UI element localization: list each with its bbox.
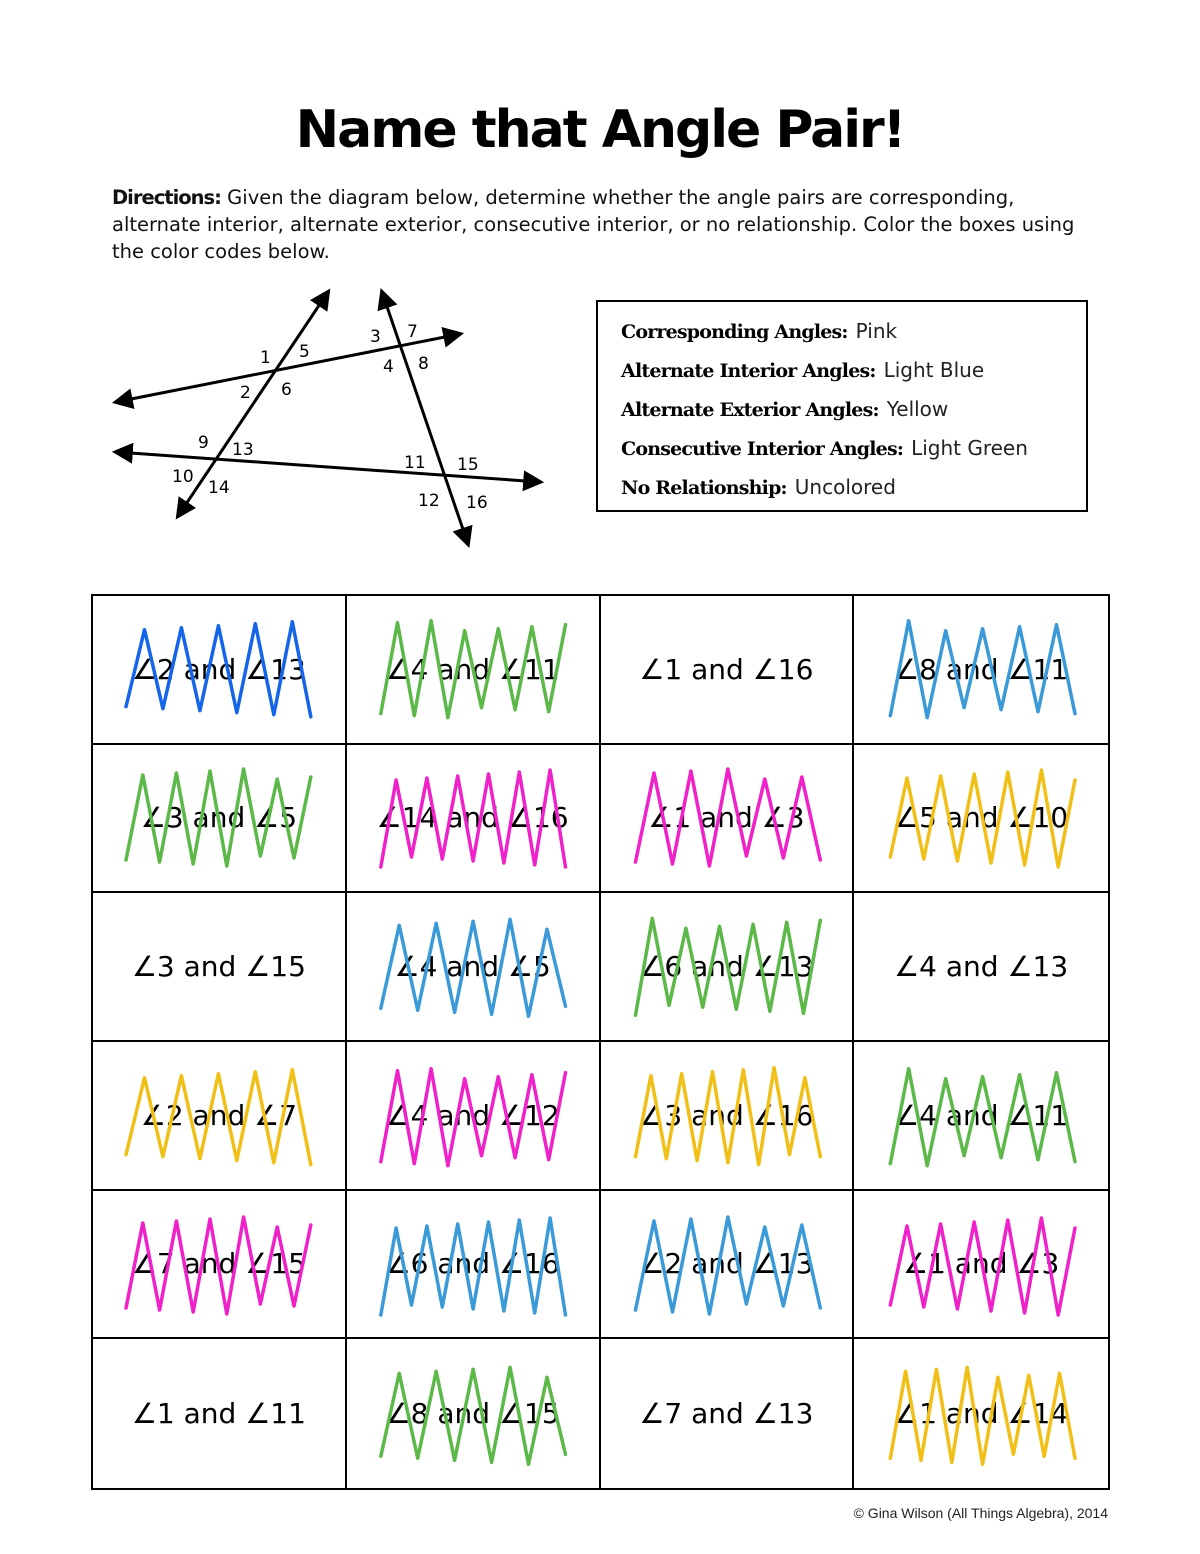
legend-name: Alternate Interior Angles: [621, 360, 876, 382]
legend-row [621, 390, 1086, 429]
angle-pair-cell[interactable]: ∠8 and ∠11 [854, 596, 1108, 745]
angle-label: 12 [418, 491, 440, 511]
angle-label: 3 [370, 327, 381, 347]
angle-pair-cell[interactable]: ∠3 and ∠15 [93, 893, 347, 1042]
angle-pair-cell[interactable]: ∠4 and ∠12 [347, 1042, 601, 1191]
angle-pair-cell[interactable]: ∠5 and ∠10 [854, 745, 1108, 894]
color-code-legend [596, 300, 1088, 512]
angle-pair-cell[interactable]: ∠1 and ∠14 [894, 1397, 1069, 1431]
angle-diagram [100, 280, 560, 550]
angle-pair-cell[interactable]: ∠4 and ∠11 [854, 1042, 1108, 1191]
angle-pair-cell[interactable]: ∠2 and ∠13 [601, 1191, 855, 1340]
angle-pair-cell[interactable]: ∠1 and ∠11 [93, 1339, 347, 1488]
angle-pair-grid [91, 594, 1110, 1490]
angle-pair-cell[interactable]: ∠4 and ∠11 [347, 596, 601, 745]
angle-label: 7 [407, 322, 418, 342]
angle-pair-cell[interactable]: ∠1 and ∠3 [601, 745, 855, 894]
angle-label: 8 [418, 354, 429, 374]
angle-pair-cell[interactable]: ∠1 and ∠3 [854, 1191, 1108, 1340]
copyright-footer: © Gina Wilson (All Things Algebra), 2014 [853, 1505, 1108, 1521]
legend-color: Light Blue [883, 358, 985, 382]
angle-label: 4 [383, 357, 394, 377]
directions-label: Directions: [112, 186, 221, 209]
angle-label: 16 [466, 493, 488, 513]
legend-name: Consecutive Interior Angles: [621, 438, 904, 460]
left-transversal [178, 292, 328, 516]
angle-label: 11 [404, 453, 426, 473]
angle-label: 2 [240, 383, 251, 403]
angle-pair-cell[interactable]: ∠6 and ∠16 [347, 1191, 601, 1340]
angle-label: 14 [208, 478, 230, 498]
angle-label: 10 [172, 467, 194, 487]
angle-label: 5 [299, 342, 310, 362]
angle-label: 15 [457, 455, 479, 475]
angle-pair-cell[interactable]: ∠1 and ∠16 [601, 596, 855, 745]
angle-pair-cell[interactable]: ∠14 and ∠16 [347, 745, 601, 894]
angle-label: 9 [198, 433, 209, 453]
angle-pair-cell[interactable]: ∠8 and ∠15 [347, 1339, 601, 1488]
angle-label: 13 [232, 440, 254, 460]
angle-pair-cell[interactable]: ∠4 and ∠13 [854, 893, 1108, 1042]
legend-name: Corresponding Angles: [621, 321, 848, 343]
angle-pair-cell[interactable]: ∠3 and ∠5 [93, 745, 347, 894]
page-title: Name that Angle Pair! [295, 100, 905, 160]
legend-color: Yellow [886, 397, 949, 421]
directions [112, 184, 1102, 265]
legend-row [621, 312, 1086, 351]
angle-pair-cell[interactable]: ∠7 and ∠13 [601, 1339, 855, 1488]
angle-pair-cell[interactable]: ∠2 and ∠7 [93, 1042, 347, 1191]
legend-row [621, 351, 1086, 390]
angle-pair-cell[interactable]: ∠4 and ∠5 [347, 893, 601, 1042]
angle-label: 6 [281, 380, 292, 400]
legend-color: Pink [855, 319, 898, 343]
angle-label: 1 [260, 348, 271, 368]
legend-row [621, 468, 1086, 507]
legend-color: Uncolored [794, 475, 896, 499]
legend-row [621, 429, 1086, 468]
legend-name: No Relationship: [621, 477, 787, 499]
angle-pair-cell[interactable]: ∠3 and ∠16 [601, 1042, 855, 1191]
angle-pair-cell[interactable]: ∠7 and ∠15 [93, 1191, 347, 1340]
angle-pair-cell[interactable]: ∠2 and ∠13 [93, 596, 347, 745]
legend-name: Alternate Exterior Angles: [621, 399, 879, 421]
angle-pair-cell[interactable]: ∠6 and ∠13 [601, 893, 855, 1042]
directions-text: Given the diagram below, determine whether the angle pairs are corresponding, alternate interior, alternate exterior, consecutive interior, or no relationship. Color the boxes using the color codes below. [112, 186, 1075, 263]
legend-color: Light Green [911, 436, 1028, 460]
